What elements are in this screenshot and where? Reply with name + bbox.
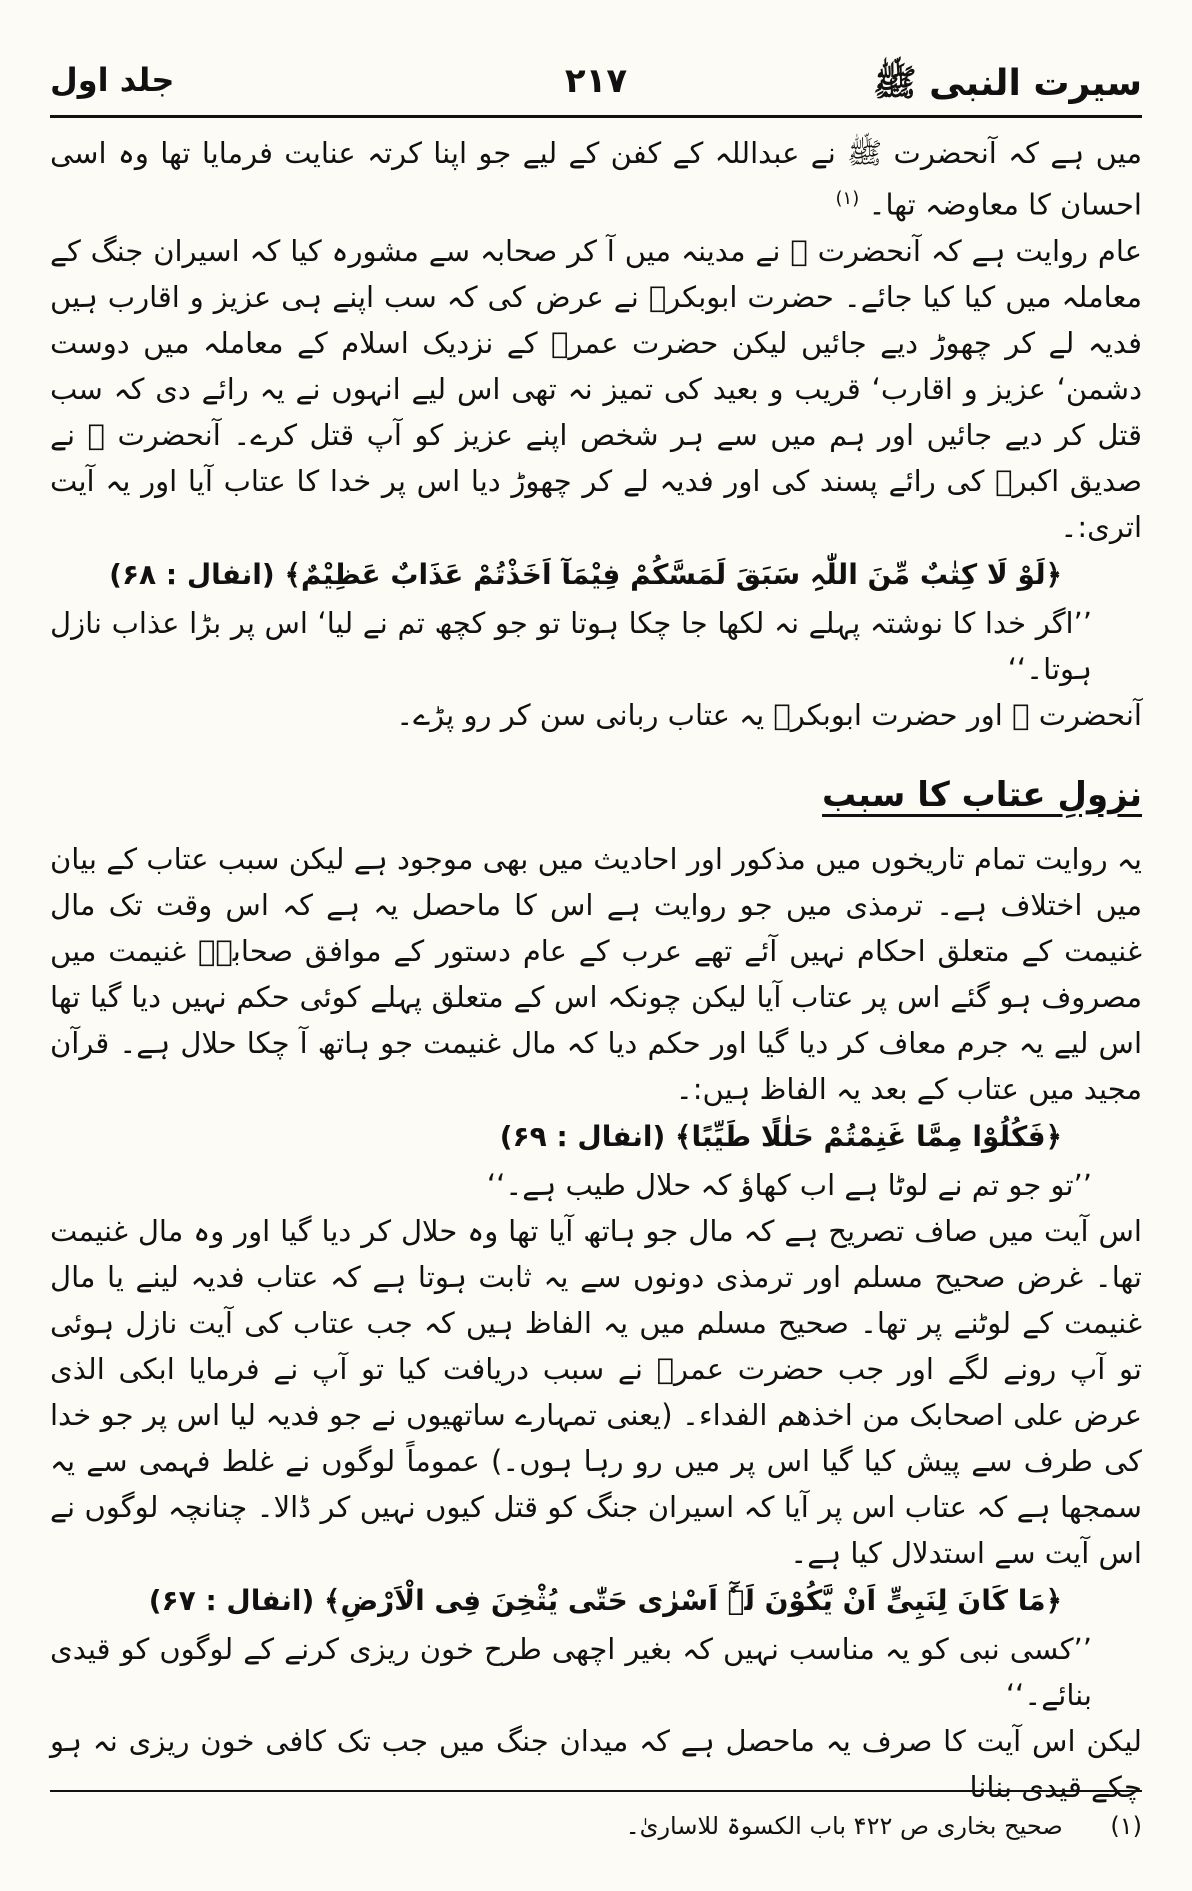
page-number: ۲۱۷: [564, 61, 628, 101]
footnote: [50, 1808, 1142, 1844]
main-text: [50, 130, 1142, 1810]
running-title: سیرت النبی ﷺ: [873, 63, 1142, 104]
paragraph: اس آیت میں صاف تصریح ہے کہ مال جو ہاتھ آیا تھا وہ حلال کر دیا گیا اور وہ مال غنیمت تھا۔ غرض صحیح مسلم اور ترمذی دونوں سے یہ ثابت ہوتا ہے کہ عتاب فدیہ لینے یا مال غنیمت کے لوٹنے پر تھا۔ صحیح مسلم میں یہ الفاظ ہیں کہ جب عتاب کی آیت نازل ہوئی تو آپ رونے لگے اور جب حضرت عمرؓ نے سبب دریافت کیا تو آپ نے فرمایا ابکی الذی عرض علی اصحابک من اخذھم الفداء۔ (یعنی تمہارے ساتھیوں نے جو فدیہ لیا اس پر جو خدا کی طرف سے پیش کیا گیا اس پر میں رو رہا ہوں۔) عموماً لوگوں نے غلط فہمی سے یہ سمجھا ہے کہ عتاب اس پر آیا کہ اسیران جنگ کو قتل کیوں نہیں کر ڈالا۔ چنانچہ لوگوں نے اس آیت سے استدلال کیا ہے۔: [50, 1213, 1142, 1570]
footnote-rule: [50, 1790, 1142, 1792]
paragraph: آنحضرت ﷺ اور حضرت ابوبکرؓ یہ عتاب ربانی سن کر رو پڑے۔: [396, 697, 1142, 732]
quran-verse: ﴿فَکُلُوْا مِمَّا غَنِمْتُمْ حَلٰلًا طَیِّبًا﴾ (انفال : ۶۹): [499, 1119, 1062, 1153]
footnote-marker: (۱): [835, 188, 860, 209]
quran-verse: ﴿لَوْ لَا کِتٰبٌ مِّنَ اللّٰہِ سَبَقَ لَمَسَّکُمْ فِیْمَآ اَخَذْتُمْ عَذَابٌ عَظِیْمٌ﴾ (انفال : ۶۸): [109, 557, 1062, 591]
paragraph: یہ روایت تمام تاریخوں میں مذکور اور احادیث میں بھی موجود ہے لیکن سبب عتاب کے بیان میں اختلاف ہے۔ ترمذی میں جو روایت ہے اس کا ماحصل یہ ہے کہ اس وقت تک مال غنیمت کے متعلق احکام نہیں آئے تھے عرب کے عام دستور کے موافق صحابہؓ غنیمت میں مصروف ہو گئے اس پر عتاب آیا لیکن چونکہ اس کے متعلق پہلے کوئی حکم نہیں دیا گیا تھا اس لیے یہ جرم معاف کر دیا گیا اور حکم دیا کہ مال غنیمت جو ہاتھ آ چکا حلال ہے۔ قرآن مجید میں عتاب کے بعد یہ الفاظ ہیں:۔: [50, 841, 1142, 1106]
paragraph: لیکن اس آیت کا صرف یہ ماحصل ہے کہ میدان جنگ میں جب تک کافی خون ریزی نہ ہو چکے قیدی بنانا: [50, 1723, 1142, 1804]
paragraph: عام روایت ہے کہ آنحضرت ﷺ نے مدینہ میں آ کر صحابہ سے مشورہ کیا کہ اسیران جنگ کے معاملہ میں کیا کیا جائے۔ حضرت ابوبکرؓ نے عرض کی کہ سب اپنے ہی عزیز و اقارب ہیں فدیہ لے کر چھوڑ دیے جائیں لیکن حضرت عمرؓ کے نزدیک اسلام کے معاملہ میں دوست دشمن‘ عزیز و اقارب‘ قریب و بعید کی تمیز نہ تھی اس لیے انہوں نے یہ رائے دی کہ سب قتل کر دیے جائیں اور ہم میں سے ہر شخص اپنے عزیز کو آپ قتل کرے۔ آنحضرت ﷺ نے صدیق اکبرؓ کی رائے پسند کی اور فدیہ لے کر چھوڑ دیا اس پر خدا کا عتاب آیا اور یہ آیت اتری:۔: [50, 233, 1142, 544]
verse-translation: ’’اگر خدا کا نوشتہ پہلے نہ لکھا جا چکا ہوتا تو جو کچھ تم نے لیا‘ اس پر بڑا عذاب نازل ہوتا۔‘‘: [50, 605, 1092, 686]
footnote-text: صحیح بخاری ص ۴۲۲ باب الکسوۃ للاساریٰ۔: [625, 1812, 1063, 1840]
paragraph: میں ہے کہ آنحضرت ﷺ نے عبداللہ کے کفن کے لیے جو اپنا کرتہ عنایت فرمایا تھا وہ اسی احسان کا معاوضہ تھا۔ $^{(۱)}$: [50, 136, 1142, 222]
verse-reference: (انفال : ۶۷): [148, 1583, 315, 1617]
verse-reference: (انفال : ۶۹): [499, 1119, 666, 1153]
volume-label: جلد اول: [50, 61, 175, 99]
page-header: [50, 55, 1142, 115]
verse-translation: ’’تو جو تم نے لوٹا ہے اب کھاؤ کہ حلال طیب ہے۔‘‘: [486, 1167, 1092, 1202]
section-heading: نزولِ عتاب کا سبب: [822, 774, 1142, 815]
verse-reference: (انفال : ۶۸): [109, 557, 275, 591]
footnote-number: (۱): [1110, 1812, 1142, 1840]
quran-verse: ﴿مَا کَانَ لِنَبِیٍّ اَنْ یَّکُوْنَ لَہٗٓ اَسْرٰی حَتّٰی یُثْخِنَ فِی الْاَرْضِ﴾ (انفال : ۶۷): [148, 1583, 1062, 1617]
header-rule: [50, 115, 1142, 118]
verse-translation: ’’کسی نبی کو یہ مناسب نہیں کہ بغیر اچھی طرح خون ریزی کرنے کے لوگوں کو قیدی بنائے۔‘‘: [50, 1631, 1092, 1712]
